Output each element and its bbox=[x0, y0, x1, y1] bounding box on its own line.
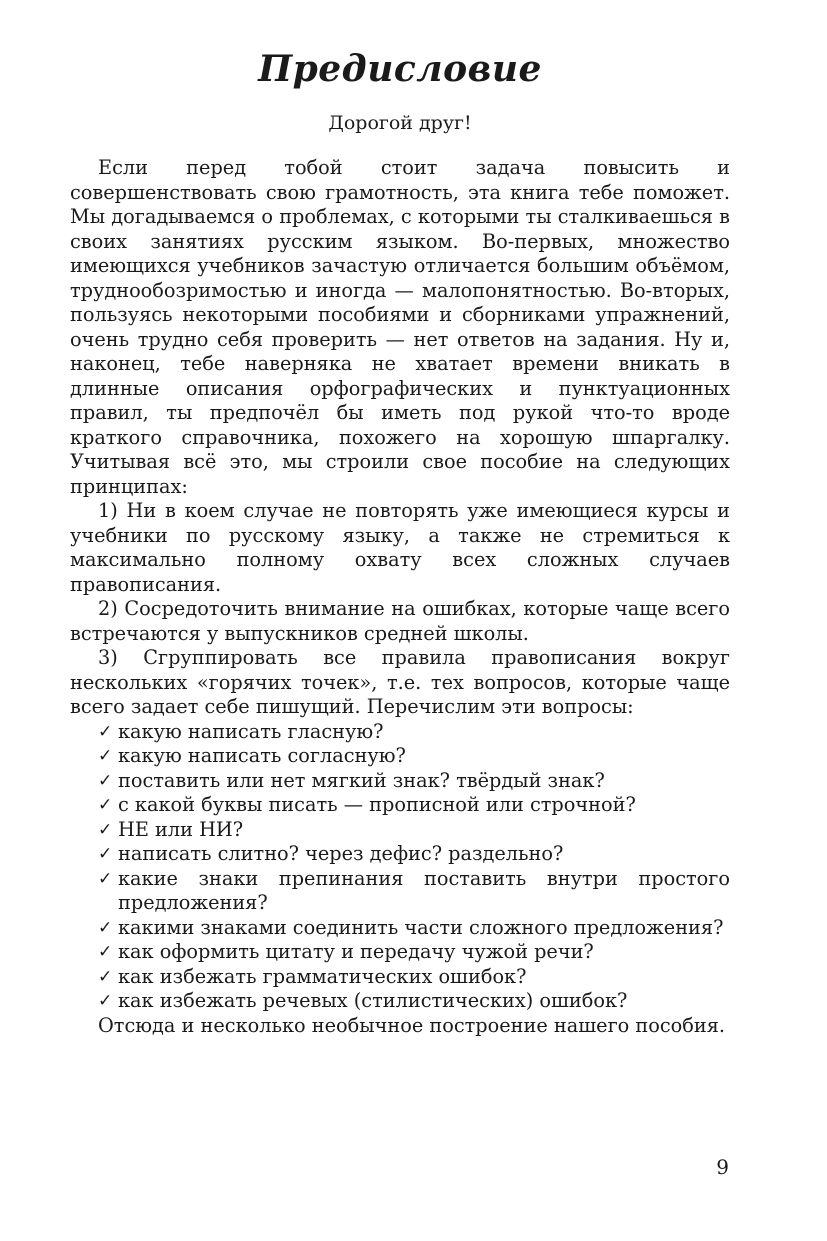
list-item bbox=[98, 744, 730, 769]
principle-2: 2) Сосредоточить внимание на ошибках, которые чаще всего встречаются у выпускников средней школы. bbox=[70, 597, 730, 645]
check-icon: ✓ bbox=[98, 721, 113, 742]
question-text: НЕ или НИ? bbox=[118, 817, 244, 841]
question-text: какими знаками соединить части сложного предложения? bbox=[118, 915, 724, 939]
list-item bbox=[98, 769, 730, 794]
conclusion-paragraph: Отсюда и несколько необычное построение нашего пособия. bbox=[98, 1013, 726, 1037]
list-item bbox=[98, 940, 730, 965]
principle-3: 3) Сгруппировать все правила правописания вокруг нескольких «горячих точек», т.е. тех вопросов, которые чаще всего задает себе пишущий. Перечислим эти вопросы: bbox=[70, 646, 730, 718]
check-icon: ✓ bbox=[98, 942, 113, 962]
check-icon: ✓ bbox=[98, 868, 113, 889]
list-item bbox=[98, 793, 730, 818]
check-icon: ✓ bbox=[98, 966, 113, 987]
check-icon: ✓ bbox=[98, 844, 113, 864]
list-item bbox=[98, 965, 730, 990]
check-icon: ✓ bbox=[98, 795, 113, 815]
list-item bbox=[98, 720, 730, 745]
question-text: с какой буквы писать — прописной или строчной? bbox=[118, 793, 636, 816]
list-item bbox=[98, 867, 730, 916]
questions-list bbox=[70, 720, 730, 1014]
check-icon: ✓ bbox=[98, 917, 113, 938]
question-text: написать слитно? через дефис? раздельно? bbox=[118, 842, 564, 865]
page-title: Предисловие bbox=[258, 48, 542, 90]
check-icon: ✓ bbox=[98, 991, 113, 1011]
list-item bbox=[98, 818, 730, 843]
greeting: Дорогой друг! bbox=[328, 112, 472, 134]
page-number: 9 bbox=[716, 1155, 729, 1179]
list-item bbox=[98, 989, 730, 1014]
page-content bbox=[70, 48, 730, 1038]
list-item bbox=[98, 842, 730, 867]
check-icon: ✓ bbox=[98, 746, 113, 766]
intro-paragraph: Если перед тобой стоит задача повысить и совершенствовать свою грамотность, эта книга тебе поможет. Мы догадываемся о проблемах, с которыми ты сталкиваешься в своих занятиях русским языком. Во-первых, множество имеющихся учебников зачастую отличается большим объёмом, труднообозримостью и иногда — малопонятностью. Во-вторых, пользуясь некоторыми пособиями и сборниками упражнений, очень трудно себя проверить — нет ответов на задания. Ну и, наконец, тебе наверняка не хватает времени вникать в длинные описания орфографических и пунктуационных правил, ты предпочёл бы иметь под рукой что-то вроде краткого справочника, похожего на хорошую шпаргалку. Учитывая всё это, мы строили свое пособие на следующих принципах: bbox=[70, 156, 730, 498]
check-icon: ✓ bbox=[98, 819, 113, 840]
check-icon: ✓ bbox=[98, 770, 113, 791]
question-text: какую написать согласную? bbox=[118, 744, 406, 767]
question-text: какую написать гласную? bbox=[118, 719, 384, 743]
principle-1: 1) Ни в коем случае не повторять уже имеющиеся курсы и учебники по русскому языку, а также не стремиться к максимально полному охвату всех сложных случаев правописания. bbox=[70, 499, 730, 596]
question-text: какие знаки препинания поставить внутри простого предложения? bbox=[118, 866, 730, 914]
question-text: как оформить цитату и передачу чужой речи? bbox=[118, 940, 594, 963]
body-text bbox=[70, 156, 730, 1038]
list-item bbox=[98, 916, 730, 941]
question-text: поставить или нет мягкий знак? твёрдый знак? bbox=[118, 768, 605, 792]
question-text: как избежать речевых (стилистических) ошибок? bbox=[118, 989, 628, 1012]
question-text: как избежать грамматических ошибок? bbox=[118, 964, 527, 988]
